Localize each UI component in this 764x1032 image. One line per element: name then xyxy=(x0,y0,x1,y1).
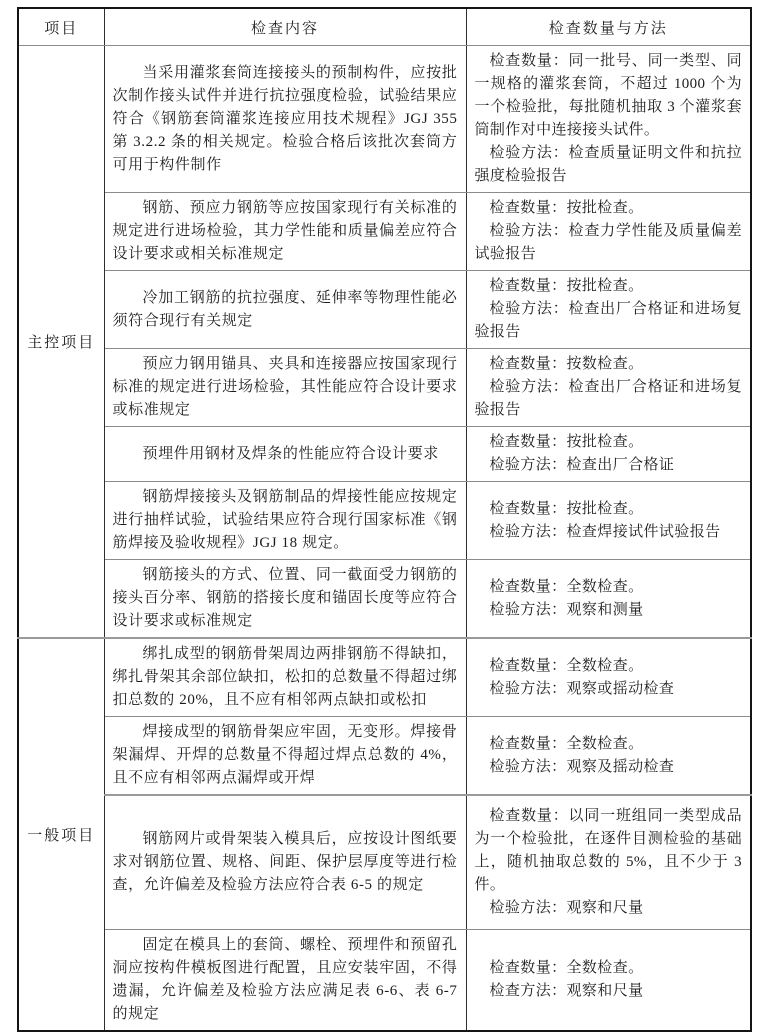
inspection-method-line: 检验方法：检查出厂合格证和进场复验报告 xyxy=(474,379,742,418)
inspection-content-cell xyxy=(104,271,466,349)
inspection-method-line: 检查数量：按批检查。 xyxy=(489,500,644,517)
inspection-method-cell xyxy=(466,349,751,427)
table-row xyxy=(18,638,751,717)
inspection-content-cell xyxy=(104,46,466,193)
table-row xyxy=(18,193,751,271)
inspection-method-line: 检验方法：检查出厂合格证和进场复验报告 xyxy=(474,301,742,340)
document-page xyxy=(17,7,752,1032)
inspection-method-cell xyxy=(466,482,751,560)
table-header-row xyxy=(18,8,751,46)
table-row xyxy=(18,795,751,929)
inspection-content-text: 焊接成型的钢筋骨架应牢固，无变形。焊接骨架漏焊、开焊的总数量不得超过焊点总数的 4%，且不应有相邻两点漏焊或开焊 xyxy=(112,724,458,786)
inspection-method-line: 检验方法：观察或摇动检查 xyxy=(489,680,675,697)
inspection-method-line: 检查数量：以同一班组同一类型成品为一个检验批，在逐件目测检验的基础上，随机抽取总数的 5%，且不少于 3 件。 xyxy=(474,807,742,893)
table-row xyxy=(18,349,751,427)
inspection-method-line: 检查数量：全数检查。 xyxy=(489,959,644,976)
inspection-method-line: 检查数量：全数检查。 xyxy=(489,735,644,752)
inspection-method-cell xyxy=(466,560,751,639)
inspection-content-cell xyxy=(104,560,466,639)
table-row xyxy=(18,427,751,482)
inspection-content-text: 预埋件用钢材及焊条的性能应符合设计要求 xyxy=(142,445,439,462)
item-group-label: 一般项目 xyxy=(18,638,104,1031)
item-group-label: 主控项目 xyxy=(18,46,104,639)
table-row xyxy=(18,271,751,349)
inspection-content-text: 当采用灌浆套筒连接接头的预制构件，应按批次制作接头试件并进行抗拉强度检验，试验结果应符合《钢筋套筒灌浆连接应用技术规程》JGJ 355 第 3.2.2 条的相关规定。检验合格后该批次套筒方可用于构件制作 xyxy=(112,64,458,173)
table-row xyxy=(18,560,751,639)
table-row xyxy=(18,717,751,796)
inspection-content-cell xyxy=(104,638,466,717)
inspection-method-line: 检查数量：按批检查。 xyxy=(489,200,644,216)
inspection-method-line: 检查数量：按批检查。 xyxy=(489,434,644,450)
inspection-content-cell xyxy=(104,427,466,482)
inspection-method-cell xyxy=(466,427,751,482)
inspection-method-line: 检查数量：同一批号、同一类型、同一规格的灌浆套筒，不超过 1000 个为一个检验批，每批随机抽取 3 个灌浆套筒制作对中连接接头试件。 xyxy=(474,53,742,138)
inspection-content-cell xyxy=(104,349,466,427)
inspection-method-line: 检验方法：检查出厂合格证 xyxy=(489,457,675,473)
inspection-content-text: 预应力钢用锚具、夹具和连接器应按国家现行标准的规定进行进场检验，其性能应符合设计要求或标准规定 xyxy=(112,356,458,418)
inspection-method-line: 检验方法：观察和尺量 xyxy=(489,899,644,916)
header-content: 检查内容 xyxy=(104,8,466,46)
inspection-method-line: 检查方法：观察和尺量 xyxy=(489,982,644,999)
inspection-method-line: 检查数量：全数检查。 xyxy=(489,657,644,674)
inspection-content-cell xyxy=(104,929,466,1031)
inspection-method-line: 检查数量：按批检查。 xyxy=(489,278,644,294)
inspection-content-cell xyxy=(104,795,466,929)
inspection-content-text: 钢筋、预应力钢筋等应按国家现行有关标准的规定进行进场检验，其力学性能和质量偏差应符合设计要求或相关标准规定 xyxy=(112,200,458,262)
inspection-content-text: 钢筋接头的方式、位置、同一截面受力钢筋的接头百分率、钢筋的搭接长度和锚固长度等应符合设计要求或标准规定 xyxy=(112,567,458,629)
header-item: 项目 xyxy=(18,8,104,46)
inspection-method-line: 检查数量：全数检查。 xyxy=(489,578,644,595)
table-row xyxy=(18,46,751,193)
inspection-method-cell xyxy=(466,46,751,193)
inspection-table-body xyxy=(18,46,751,1031)
inspection-content-text: 固定在模具上的套筒、螺栓、预埋件和预留孔洞应按构件模板图进行配置，且应安装牢固，不得遗漏，允许偏差及检验方法应满足表 6-6、表 6-7 的规定 xyxy=(112,936,458,1022)
header-method: 检查数量与方法 xyxy=(466,8,751,46)
inspection-content-text: 绑扎成型的钢筋骨架周边两排钢筋不得缺扣，绑扎骨架其余部位缺扣，松扣的总数量不得超过绑扣总数的 20%，且不应有相邻两点缺扣或松扣 xyxy=(112,646,458,708)
table-row xyxy=(18,929,751,1031)
inspection-method-cell xyxy=(466,929,751,1031)
inspection-method-cell xyxy=(466,795,751,929)
inspection-method-line: 检验方法：检查焊接试件试验报告 xyxy=(489,523,721,540)
inspection-content-cell xyxy=(104,717,466,796)
inspection-content-text: 钢筋焊接接头及钢筋制品的焊接性能应按规定进行抽样试验，试验结果应符合现行国家标准《钢筋焊接及验收规程》JGJ 18 规定。 xyxy=(112,489,458,551)
inspection-method-cell xyxy=(466,271,751,349)
inspection-method-line: 检验方法：检查质量证明文件和抗拉强度检验报告 xyxy=(474,145,742,184)
inspection-method-line: 检验方法：检查力学性能及质量偏差试验报告 xyxy=(474,223,742,262)
inspection-content-text: 冷加工钢筋的抗拉强度、延伸率等物理性能必须符合现行有关规定 xyxy=(112,289,458,329)
inspection-method-cell xyxy=(466,193,751,271)
inspection-method-cell xyxy=(466,638,751,717)
inspection-content-cell xyxy=(104,482,466,560)
table-row xyxy=(18,482,751,560)
inspection-content-cell xyxy=(104,193,466,271)
inspection-method-line: 检查数量：按数检查。 xyxy=(489,356,644,372)
inspection-method-line: 检验方法：观察及摇动检查 xyxy=(489,758,675,775)
inspection-content-text: 钢筋网片或骨架装入模具后，应按设计图纸要求对钢筋位置、规格、间距、保护层厚度等进行检查，允许偏差及检验方法应符合表 6-5 的规定 xyxy=(112,830,458,893)
inspection-method-cell xyxy=(466,717,751,796)
inspection-method-line: 检验方法：观察和测量 xyxy=(489,601,644,618)
inspection-table xyxy=(17,7,752,1032)
